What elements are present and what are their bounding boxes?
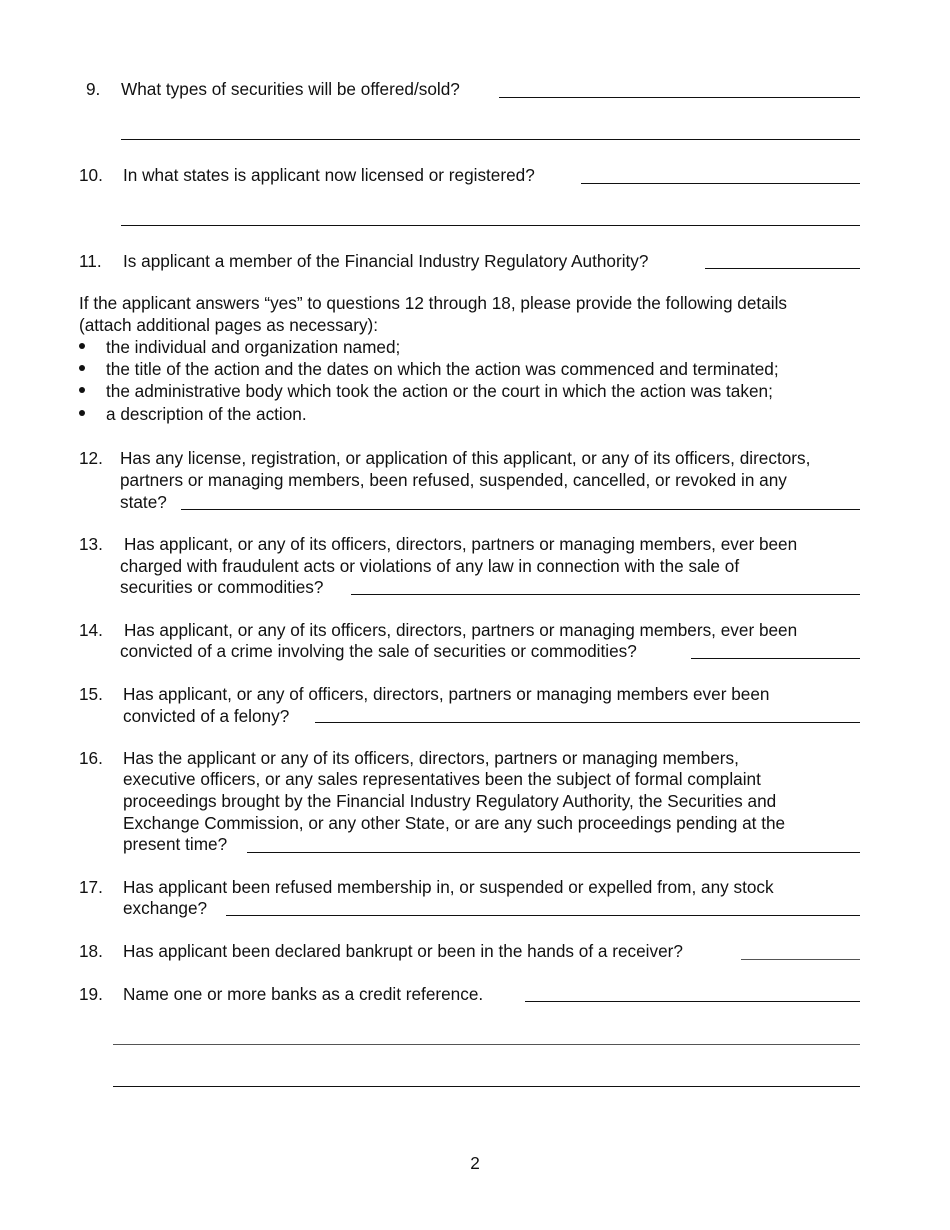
- question-text: Has applicant, or any of officers, directors, partners or managing members ever been: [123, 684, 770, 704]
- question-number: 15.: [79, 684, 103, 704]
- instructions-line: If the applicant answers “yes” to questions 12 through 18, please provide the following details: [79, 293, 787, 313]
- answer-line-q12[interactable]: [181, 509, 860, 510]
- answer-line-q14[interactable]: [691, 658, 860, 659]
- question-text: Is applicant a member of the Financial Industry Regulatory Authority?: [123, 251, 649, 271]
- question-number: 11.: [79, 251, 102, 271]
- answer-line-q19-continued[interactable]: [113, 1086, 860, 1087]
- question-number: 9.: [86, 79, 101, 99]
- bullet-icon: [79, 410, 85, 416]
- answer-line-q13[interactable]: [351, 594, 860, 595]
- question-number: 17.: [79, 877, 103, 897]
- answer-line-q19-continued[interactable]: [113, 1044, 860, 1045]
- question-number: 12.: [79, 448, 103, 468]
- question-text: Has applicant been refused membership in, or suspended or expelled from, any stock: [123, 877, 774, 897]
- question-text: executive officers, or any sales representatives been the subject of formal complaint: [123, 769, 761, 789]
- question-text: partners or managing members, been refused, suspended, cancelled, or revoked in any: [120, 470, 787, 490]
- answer-line-q9-continued[interactable]: [121, 139, 860, 140]
- page-number: 2: [470, 1153, 480, 1173]
- answer-line-q18[interactable]: [741, 959, 860, 960]
- bullet-icon: [79, 387, 85, 393]
- question-text: Name one or more banks as a credit reference.: [123, 984, 484, 1004]
- question-text: In what states is applicant now licensed or registered?: [123, 165, 535, 185]
- list-item: a description of the action.: [106, 404, 307, 424]
- question-text: present time?: [123, 834, 228, 854]
- question-text: exchange?: [123, 898, 208, 918]
- answer-line-q15[interactable]: [315, 722, 860, 723]
- question-text: state?: [120, 492, 167, 512]
- list-item: the administrative body which took the action or the court in which the action was taken;: [106, 381, 773, 401]
- answer-line-q17[interactable]: [226, 915, 860, 916]
- answer-line-q19[interactable]: [525, 1001, 860, 1002]
- answer-line-q9[interactable]: [499, 97, 860, 98]
- question-text: Has applicant, or any of its officers, directors, partners or managing members, ever been: [124, 534, 798, 554]
- answer-line-q11[interactable]: [705, 268, 860, 269]
- answer-line-q16[interactable]: [247, 852, 860, 853]
- question-text: Has applicant been declared bankrupt or been in the hands of a receiver?: [123, 941, 683, 961]
- question-number: 10.: [79, 165, 103, 185]
- list-item: the individual and organization named;: [106, 337, 401, 357]
- question-number: 13.: [79, 534, 103, 554]
- question-text: Exchange Commission, or any other State, or are any such proceedings pending at the: [123, 813, 786, 833]
- question-text: Has any license, registration, or application of this applicant, or any of its officers, directors,: [120, 448, 811, 468]
- question-number: 14.: [79, 620, 103, 640]
- question-number: 19.: [79, 984, 103, 1004]
- question-text: What types of securities will be offered/sold?: [121, 79, 460, 99]
- question-text: Has the applicant or any of its officers, directors, partners or managing members,: [123, 748, 739, 768]
- question-number: 18.: [79, 941, 103, 961]
- question-number: 16.: [79, 748, 103, 768]
- answer-line-q10-continued[interactable]: [121, 225, 860, 226]
- question-text: proceedings brought by the Financial Industry Regulatory Authority, the Securities and: [123, 791, 777, 811]
- answer-line-q10[interactable]: [581, 183, 860, 184]
- bullet-icon: [79, 343, 85, 349]
- question-text: convicted of a felony?: [123, 706, 290, 726]
- bullet-icon: [79, 365, 85, 371]
- question-text: Has applicant, or any of its officers, directors, partners or managing members, ever been: [124, 620, 798, 640]
- list-item: the title of the action and the dates on which the action was commenced and terminated;: [106, 359, 779, 379]
- question-text: convicted of a crime involving the sale of securities or commodities?: [120, 641, 637, 661]
- question-text: charged with fraudulent acts or violations of any law in connection with the sale of: [120, 556, 740, 576]
- instructions-line: (attach additional pages as necessary):: [79, 315, 379, 335]
- question-text: securities or commodities?: [120, 577, 324, 597]
